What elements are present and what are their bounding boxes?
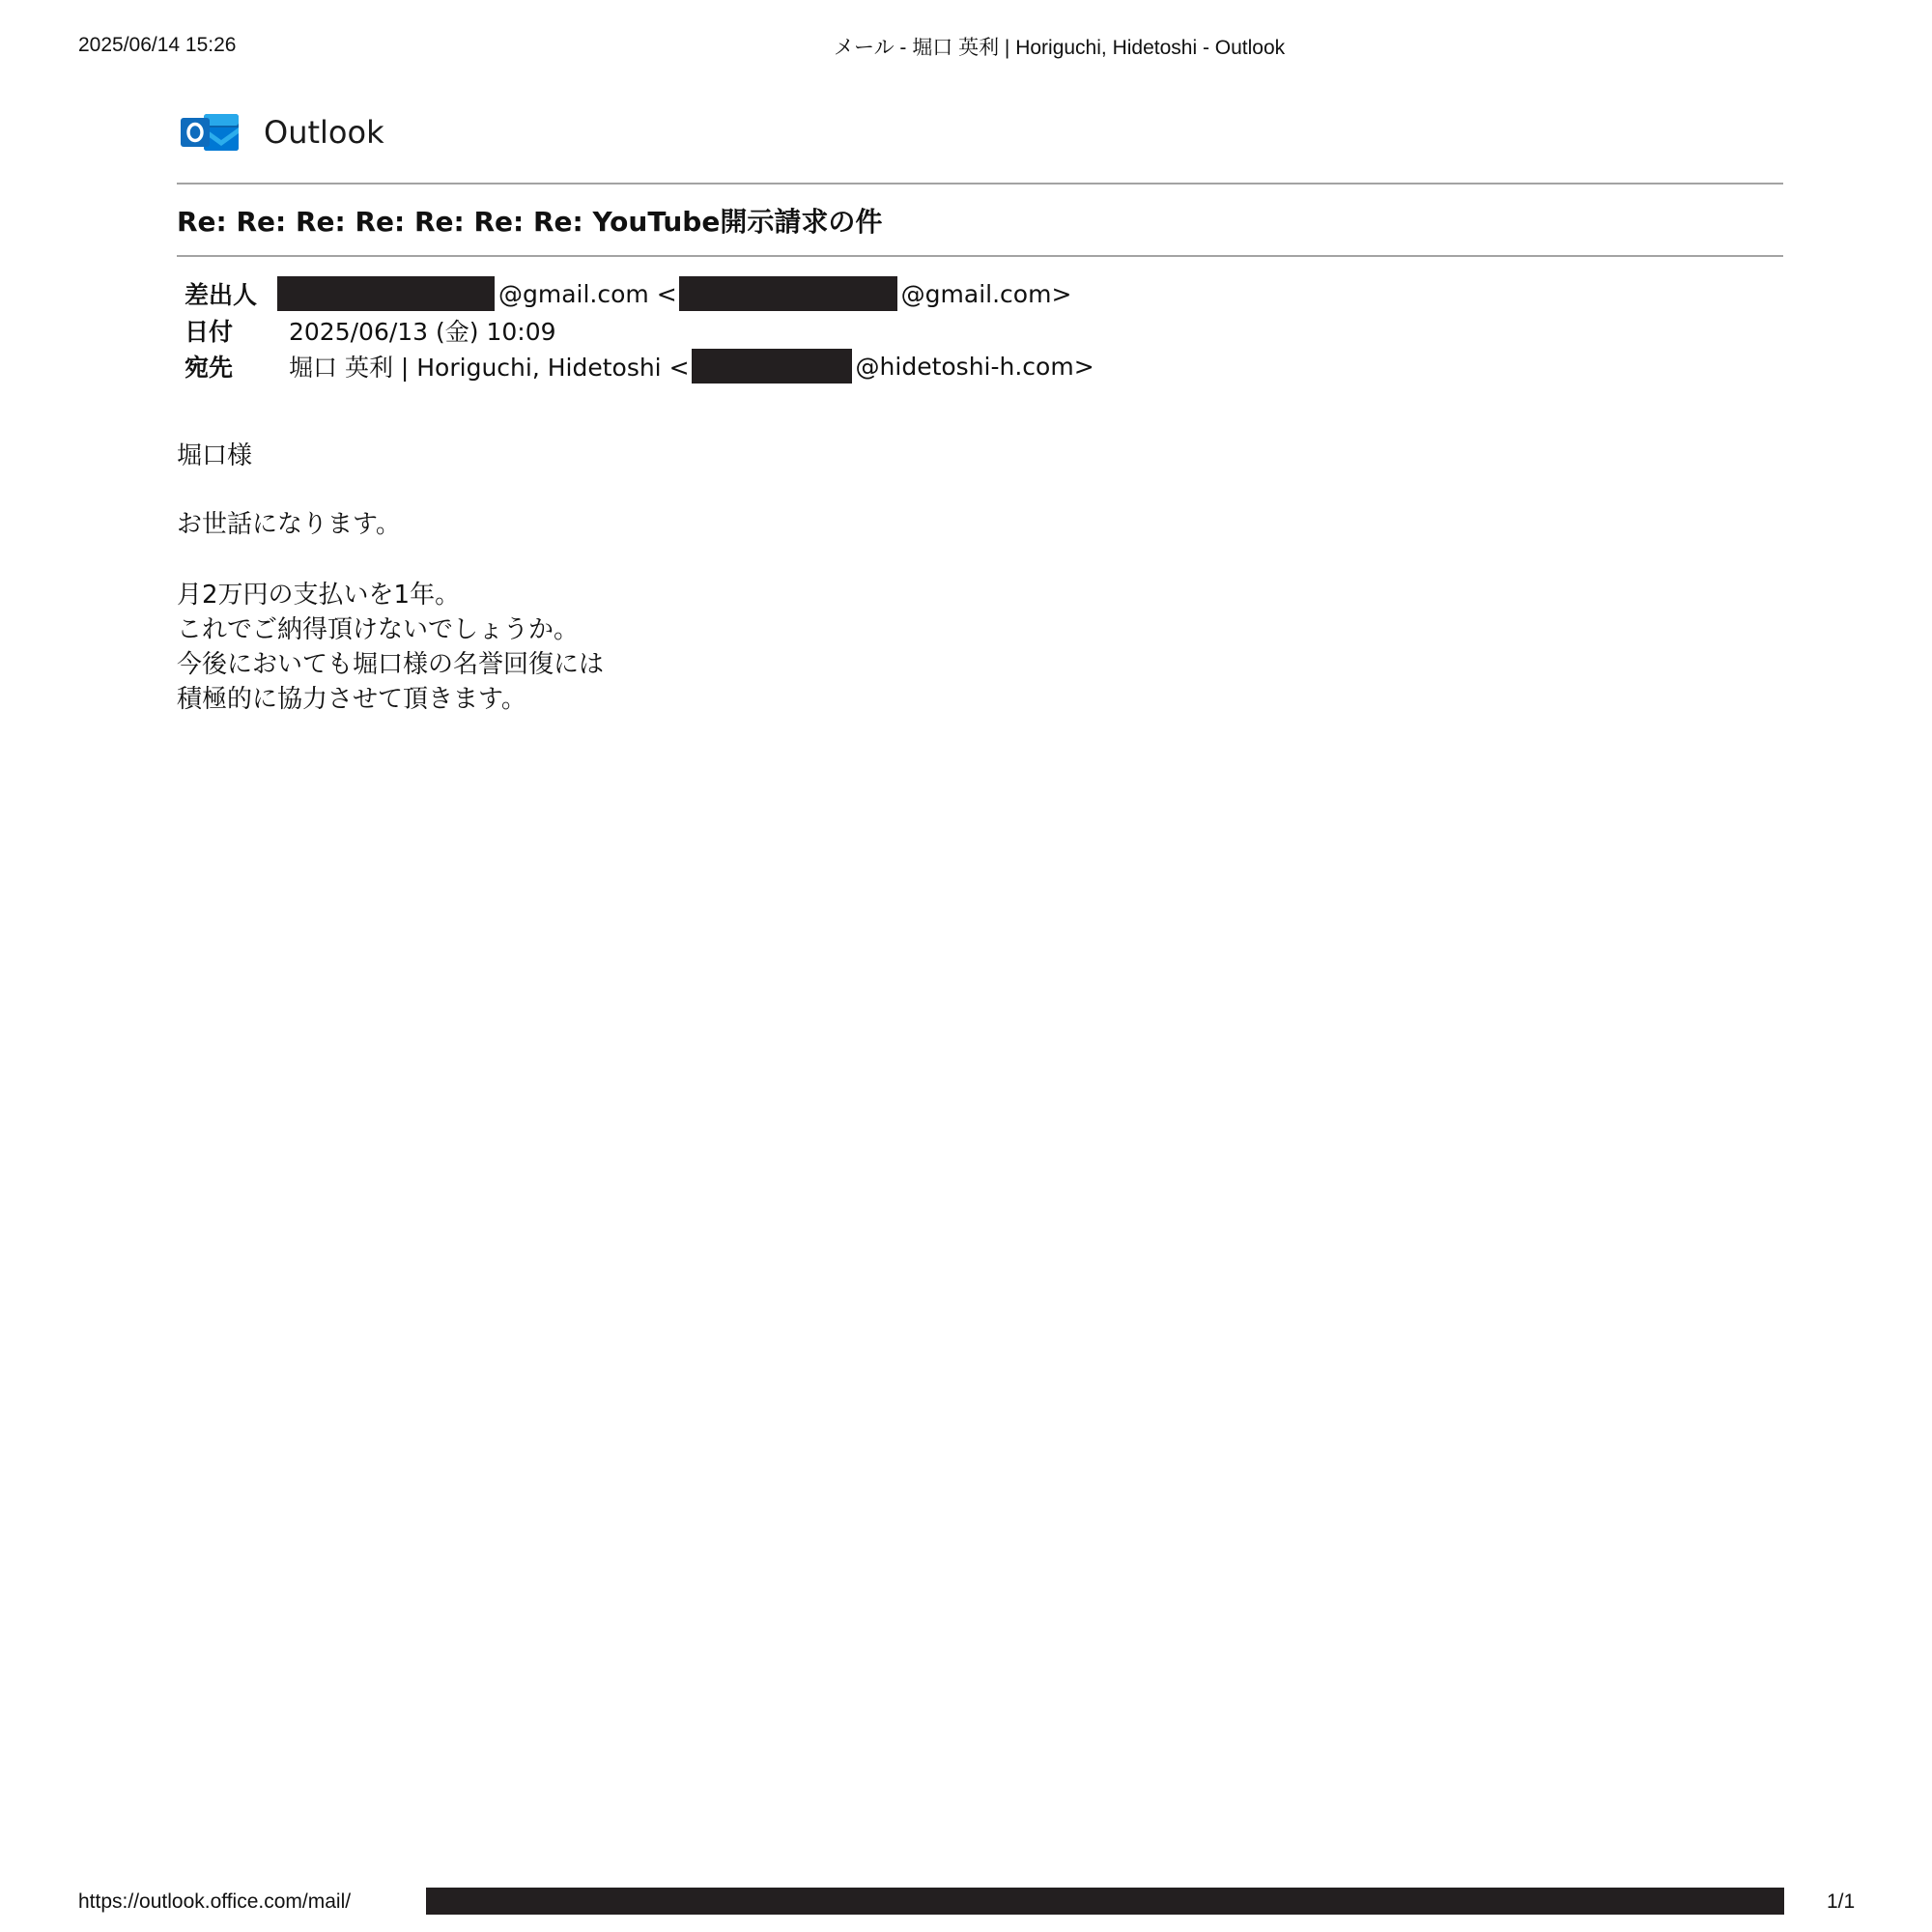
to-address-suffix: @hidetoshi-h.com> [855, 352, 1094, 381]
date-row [185, 314, 556, 347]
redacted-sender-address [679, 276, 897, 311]
to-recipient-name: 堀口 英利 | Horiguchi, Hidetoshi < [289, 354, 690, 382]
redacted-url-path [426, 1888, 1784, 1915]
email-subject: Re: Re: Re: Re: Re: Re: Re: YouTube開示請求の件 [177, 206, 883, 238]
redacted-recipient-address [692, 349, 852, 384]
email-greeting: 堀口様 [177, 441, 253, 470]
outlook-logo-icon [179, 110, 241, 155]
date-value: 2025/06/13 (金) 10:09 [289, 318, 556, 346]
to-value [289, 349, 1094, 384]
to-row [185, 350, 1094, 383]
print-page-title: メール - 堀口 英利 | Horiguchi, Hidetoshi - Outlook [834, 37, 1286, 59]
outlook-brand [179, 110, 384, 155]
email-body-paragraph [177, 578, 604, 717]
from-display-suffix: @gmail.com < [498, 279, 677, 308]
email-body-line: 今後においても堀口様の名誉回復には [177, 650, 605, 679]
header-divider-top [177, 183, 1783, 185]
print-date: 2025/06/14 15:26 [78, 34, 237, 56]
redacted-sender-name [277, 276, 495, 311]
date-label: 日付 [185, 318, 234, 346]
email-opening: お世話になります。 [177, 510, 401, 539]
print-page-number: 1/1 [1827, 1890, 1856, 1913]
brand-name: Outlook [264, 114, 384, 151]
email-body-line: 月2万円の支払いを1年。 [177, 581, 461, 610]
to-label: 宛先 [185, 354, 234, 382]
email-body-line: これでご納得頂けないでしょうか。 [177, 615, 580, 644]
print-url: https://outlook.office.com/mail/ [78, 1890, 352, 1913]
email-body-line: 積極的に協力させて頂きます。 [177, 685, 526, 714]
header-divider-bottom [177, 255, 1783, 257]
from-value [289, 276, 1071, 311]
from-row [185, 277, 1071, 310]
from-label: 差出人 [185, 281, 258, 309]
from-address-suffix: @gmail.com> [900, 279, 1072, 308]
